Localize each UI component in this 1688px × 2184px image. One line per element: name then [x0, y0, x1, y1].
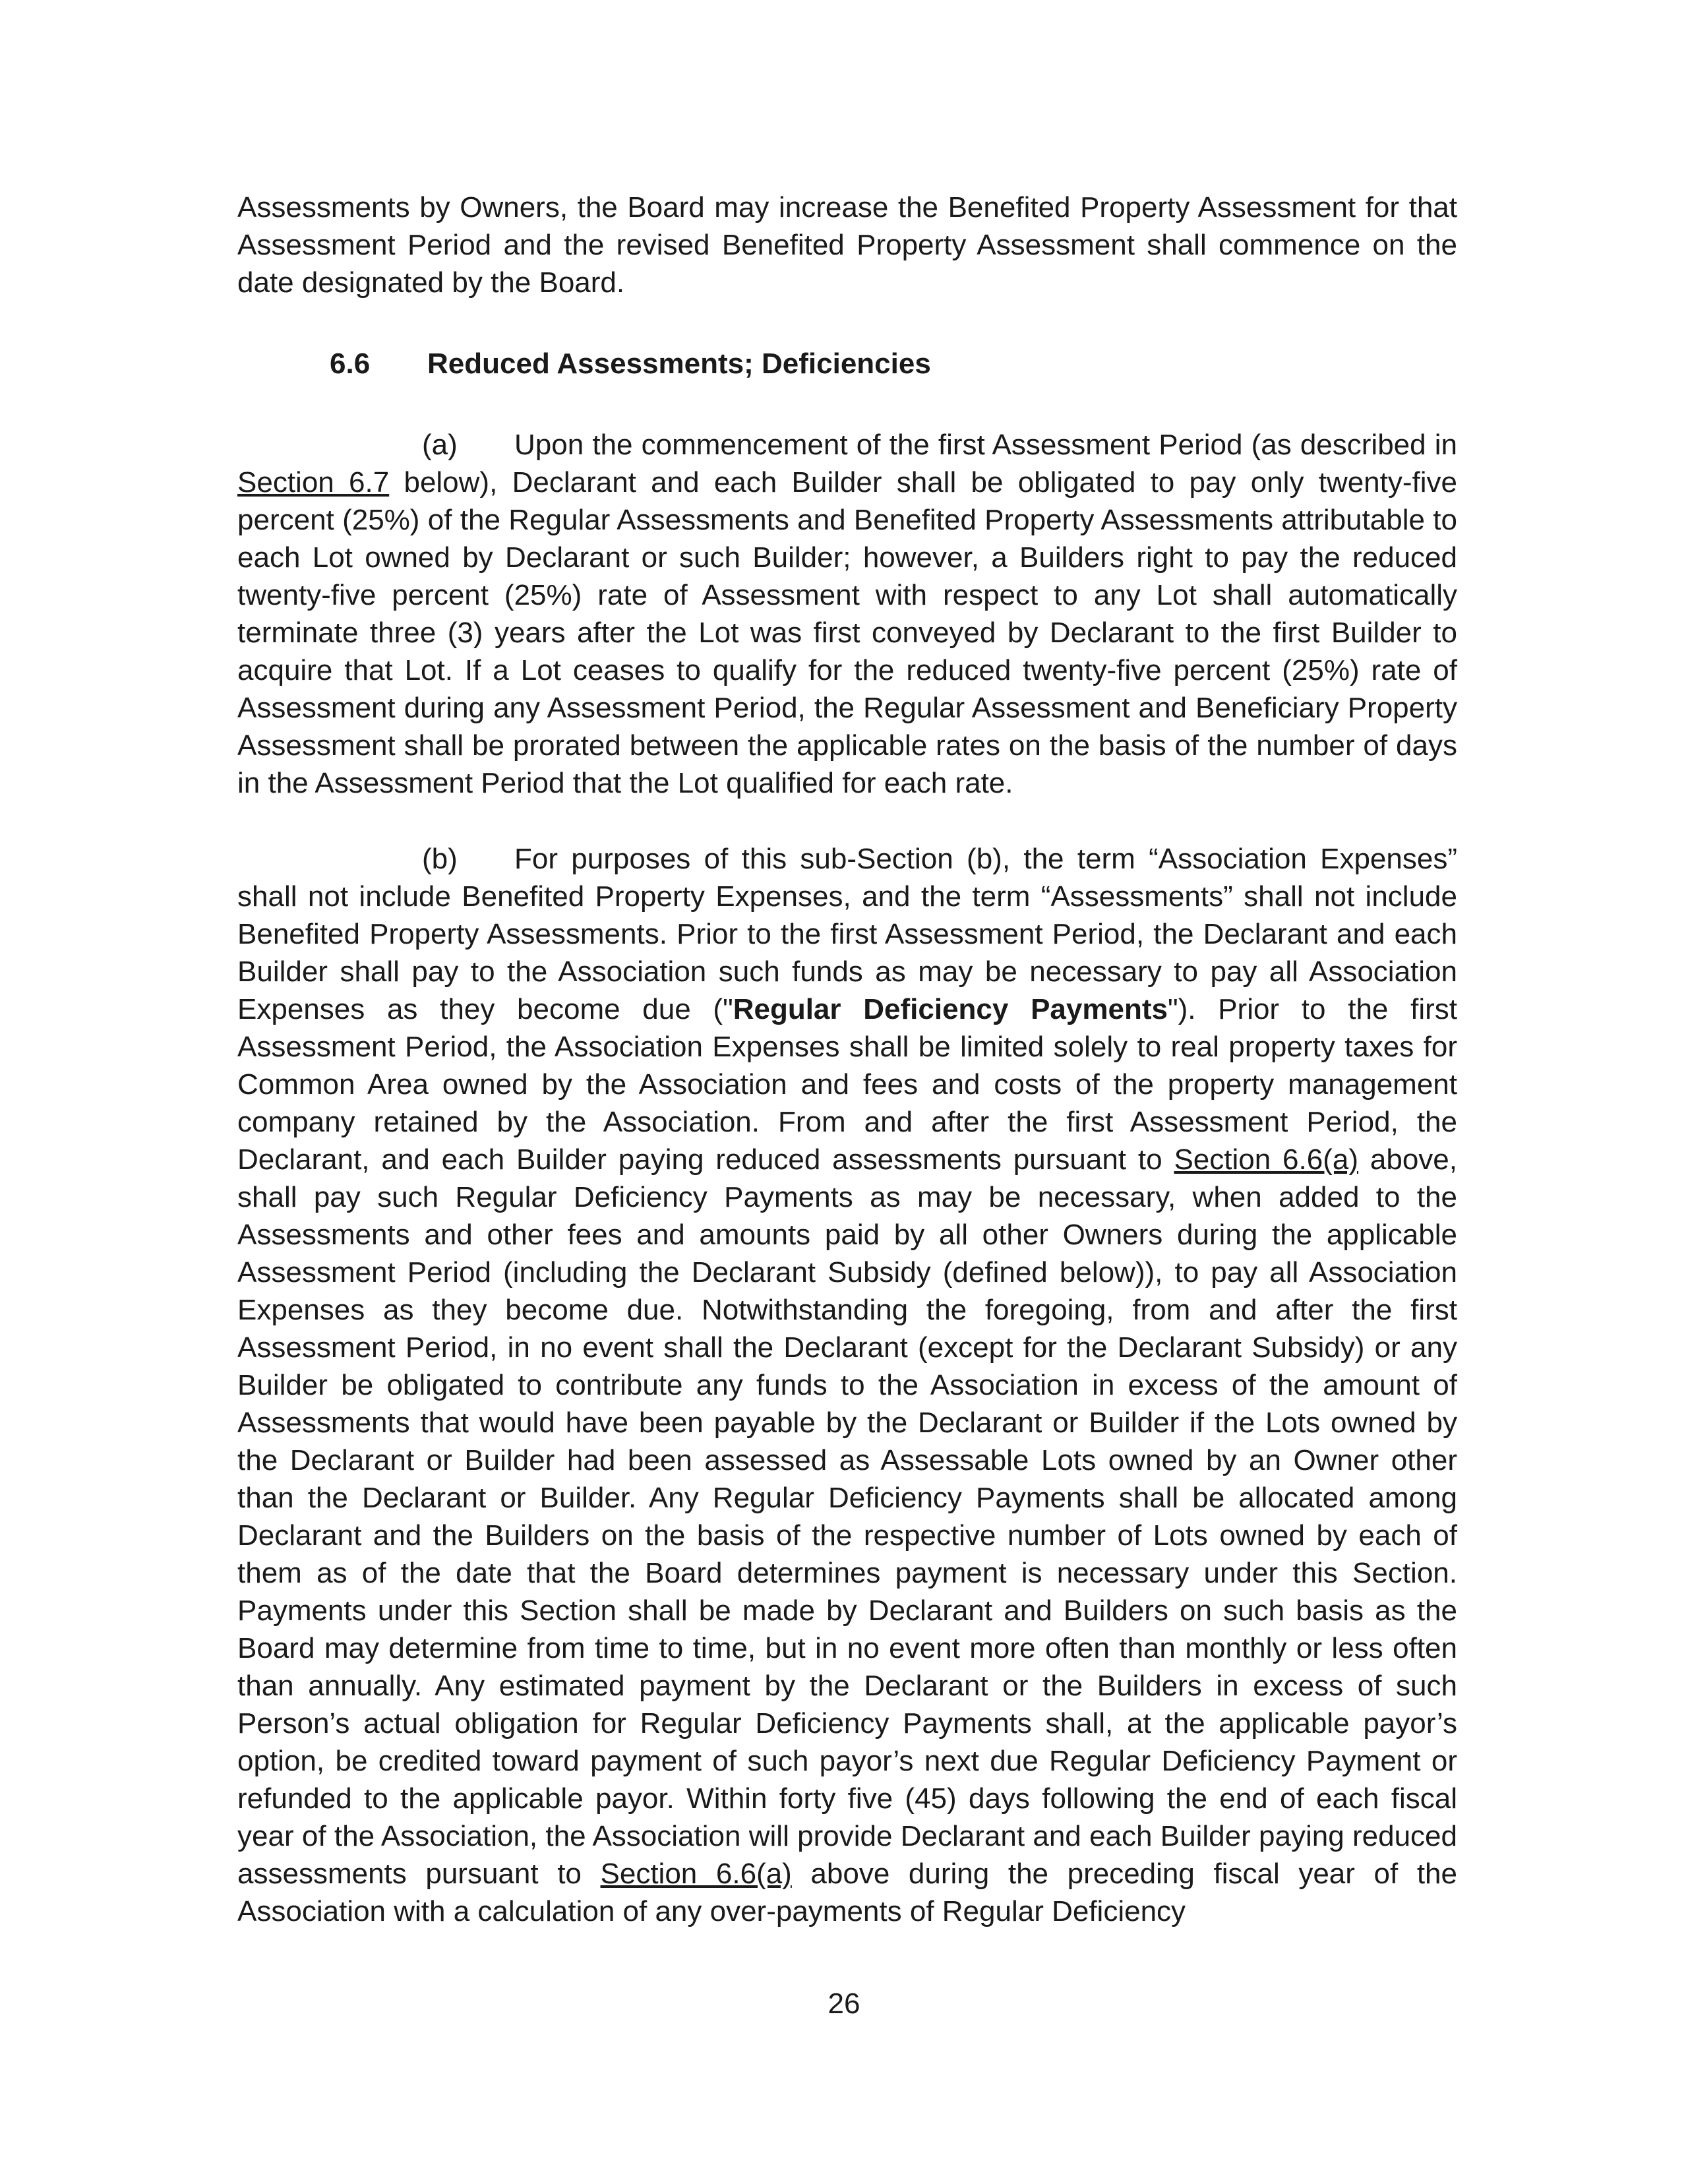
page-number: 26 — [828, 1987, 860, 2020]
paragraph-b-text-2: "). Prior to the first Assessment Period, the Association Expenses shall be limited solely to real property taxes for Common Area owned by the Association and fees and costs of the property management company retained by the Association. From and after the first Assessment Period, the Declarant, and each Builder paying reduced assessments pursuant to — [237, 993, 1457, 1176]
paragraph-b-text-1: For purposes of this sub-Section (b), the term “Association Expenses” shall not include Benefited Property Expenses, and the term “Assessments” shall not include Benefited Property Assessments. Prior to the first Assessment Period, the Declarant and each Builder shall pay to the Association such funds as may be necessary to pay all Association Expenses as they become due (" — [237, 843, 1457, 1025]
paragraph-b-text-3: above, shall pay such Regular Deficiency Payments as may be necessary, when added to the Assessments and other fees and amounts paid by all other Owners during the applicable Assessment Period (including the Declarant Subsidy (defined below)), to pay all Association Expenses as they become due. Notwithstanding the foregoing, from and after the first Assessment Period, in no event shall the Declarant (except for the Declarant Subsidy) or any Builder be obligated to contribute any funds to the Association in excess of the amount of Assessments that would have been payable by the Declarant or Builder if the Lots owned by the Declarant or Builder had been assessed as Assessable Lots owned by an Owner other than the Declarant or Builder. Any Regular Deficiency Payments shall be allocated among Declarant and the Builders on the basis of the respective number of Lots owned by each of them as of the date that the Board determines payment is necessary under this Section. Payments under this Section shall be made by Declarant and Builders on such basis as the Board may determine from time to time, but in no event more often than monthly or less often than annually. Any estimated payment by the Declarant or the Builders in excess of such Person’s actual obligation for Regular Deficiency Payments shall, at the applicable payor’s option, be credited toward payment of such payor’s next due Regular Deficiency Payment or refunded to the applicable payor. Within forty five (45) days following the end of each fiscal year of the Association, the Association will provide Declarant and each Builder paying reduced assessments pursuant to — [237, 1143, 1457, 1890]
section-heading — [330, 345, 1457, 382]
paragraph-b-label: (b) — [422, 843, 458, 875]
paragraph-a — [237, 426, 1457, 802]
section-6-7-reference: Section 6.7 — [237, 466, 390, 499]
paragraph-b-text-4: above during the preceding fiscal year of the Association with a calculation of any over-payments of Regular Deficiency — [237, 1858, 1457, 1927]
paragraph-a-label: (a) — [422, 429, 458, 461]
paragraph-b — [237, 840, 1457, 1930]
intro-paragraph: Assessments by Owners, the Board may increase the Benefited Property Assessment for that Assessment Period and the revised Benefited Property Assessment shall commence on the date designated by the Board. — [237, 191, 1457, 299]
section-6-6a-reference-2: Section 6.6(a) — [600, 1858, 792, 1890]
section-number: 6.6 — [330, 348, 371, 380]
section-6-6a-reference-1: Section 6.6(a) — [1174, 1143, 1359, 1176]
paragraph-a-text-2: below), Declarant and each Builder shall be obligated to pay only twenty-five percent (25%) of the Regular Assessments and Benefited Property Assessments attributable to each Lot owned by Declarant or such Builder; however, a Builders right to pay the reduced twenty-five percent (25%) rate of Assessment with respect to any Lot shall automatically terminate three (3) years after the Lot was first conveyed by Declarant to the first Builder to acquire that Lot. If a Lot ceases to qualify for the reduced twenty-five percent (25%) rate of Assessment during any Assessment Period, the Regular Assessment and Beneficiary Property Assessment shall be prorated between the applicable rates on the basis of the number of days in the Assessment Period that the Lot qualified for each rate. — [237, 466, 1458, 799]
document-page — [237, 189, 1457, 1968]
section-title: Reduced Assessments; Deficiencies — [427, 348, 931, 380]
regular-deficiency-payments-term: Regular Deficiency Payments — [733, 993, 1168, 1025]
paragraph-a-text-1: Upon the commencement of the first Assessment Period (as described in — [514, 429, 1457, 461]
